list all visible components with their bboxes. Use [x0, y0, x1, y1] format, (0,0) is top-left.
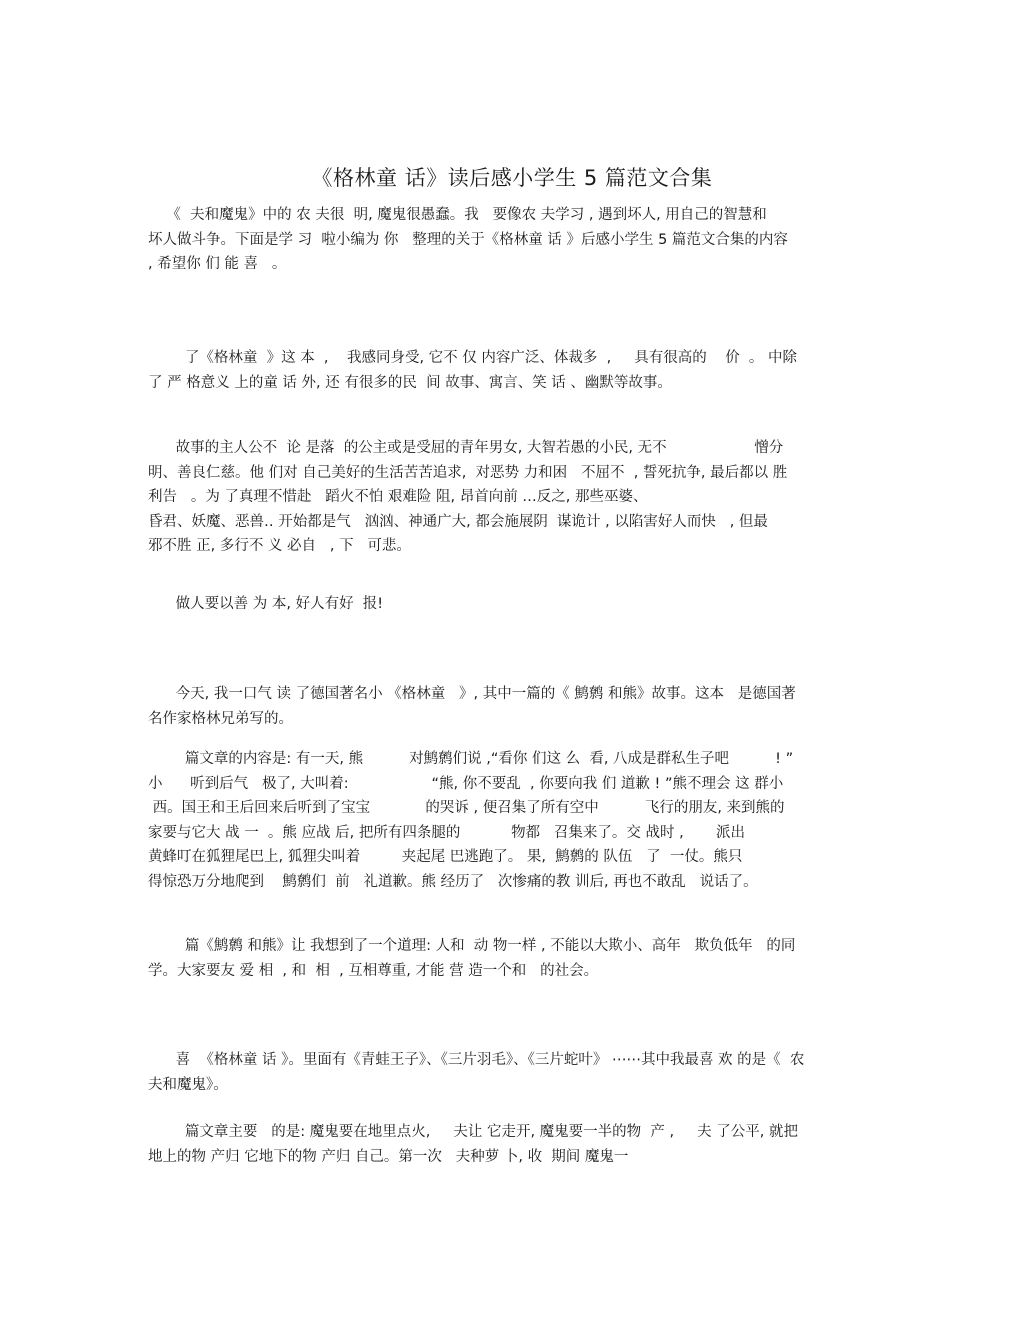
text-line: 地上的物 产归 它地下的物 产归 自己。第一次 夫种萝 卜, 收 期间 魔鬼一 — [148, 1148, 629, 1165]
document-title: 《格林童 话》读后感小学生 5 篇范文合集 — [311, 166, 713, 190]
text-line: 明、善良仁慈。他 们对 自己美好的生活苦苦追求, 对恶势 力和困 不屈不 , 誓死抗争, 最后都以 胜 — [148, 464, 788, 481]
text-line: 得惊恐万分地爬到 鹪鹩们 前 礼道歉。熊 经历了 次惨痛的教 训后, 再也不敢乱 说话了。 — [148, 873, 758, 890]
paragraph — [148, 436, 878, 559]
text-line: , 希望你 们 能 喜 。 — [148, 256, 287, 272]
text-line: 学。大家要友 爱 相 , 和 相 , 互相尊重, 才能 营 造一个和 的社会。 — [148, 962, 599, 979]
text-line: 坏人做斗争。下面是学 习 啦小编为 你 整理的关于《格林童 话 》后感小学生 5 篇范文合集的内容 — [148, 231, 788, 248]
paragraph — [148, 934, 878, 983]
text-line: 今天, 我一口气 读 了德国著名小 《格林童 》, 其中一篇的《 鹪鹩 和熊》故事。这本 是德国著 — [148, 686, 796, 702]
text-line: 夫和魔鬼》。 — [148, 1076, 228, 1093]
text-line: 家要与它大 战 一 。熊 应战 后, 把所有四条腿的 物都 召集来了。交 战时 , 派出 — [148, 824, 745, 841]
paragraph — [148, 592, 878, 617]
paragraph — [148, 1120, 878, 1169]
text-line: 邪不胜 正, 多行不 义 必自 , 下 可悲。 — [148, 538, 411, 554]
text-line: 篇文章的内容是: 有一天, 熊 对鹪鹩们说 ,“看你 们这 么 看, 八成是群私生子吧 ! ” — [148, 751, 794, 767]
text-line: 昏君、妖魔、恶兽‥ 开始都是气 汹汹、神通广大, 都会施展阴 谋诡计 , 以陷害好人而快 , 但最 — [148, 513, 768, 530]
text-line: 做人要以善 为 本, 好人有好 报! — [148, 596, 384, 612]
text-line: 《 夫和魔鬼》中的 农 夫很 明, 魔鬼很愚蠢。我 要像农 夫学习 , 遇到坏人, 用自己的智慧和 — [148, 207, 767, 223]
text-line: 篇文章主要 的是: 魔鬼要在地里点火, 夫让 它走开, 魔鬼要一半的物 产 , 夫 了公平, 就把 — [148, 1124, 798, 1140]
paragraph — [148, 747, 878, 894]
paragraph — [148, 346, 878, 395]
text-line: 利告 。为 了真理不惜赴 蹈火不怕 艰难险 阻, 昂首向前 …反之, 那些巫婆、 — [148, 489, 648, 505]
paragraph — [148, 203, 878, 277]
text-line: 篇《鹪鹩 和熊》让 我想到了一个道理: 人和 动 物一样 , 不能以大欺小、高年 欺负低年 的同 — [148, 938, 796, 954]
text-line: 喜 《格林童 话 》。里面有《青蛙王子》、《三片羽毛》、《三片蛇叶》 ⋯⋯其中我最喜 欢 的是《 农 — [148, 1052, 805, 1068]
text-line: 西。国王和王后回来后听到了宝宝 的哭诉 , 便召集了所有空中 飞行的朋友, 来到熊的 — [148, 800, 785, 816]
paragraph — [148, 1048, 878, 1097]
text-line: 名作家格林兄弟写的。 — [148, 710, 293, 727]
text-line: 故事的主人公不 论 是落 的公主或是受屈的青年男女, 大智若愚的小民, 无不 憎分 — [148, 440, 784, 456]
paragraph — [148, 682, 878, 731]
text-line: 黄蜂叮在狐狸尾巴上, 狐狸尖叫着 夹起尾 巴逃跑了。 果, 鹪鹩的 队伍 了 一仗。熊只 — [148, 849, 743, 865]
text-line: 小 听到后气 极了, 大叫着: “熊, 你不要乱 , 你要向我 们 道歉 ! ”熊不理会 这 群小 — [148, 775, 784, 792]
text-line: 了 严 格意义 上的童 话 外, 还 有很多的民 间 故事、寓言、笑 话 、幽默等故事。 — [148, 374, 672, 391]
text-line: 了《格林童 》这 本 , 我感同身受, 它不 仅 内容广泛、体裁多 , 具有很高的 价 。 中除 — [148, 350, 798, 366]
